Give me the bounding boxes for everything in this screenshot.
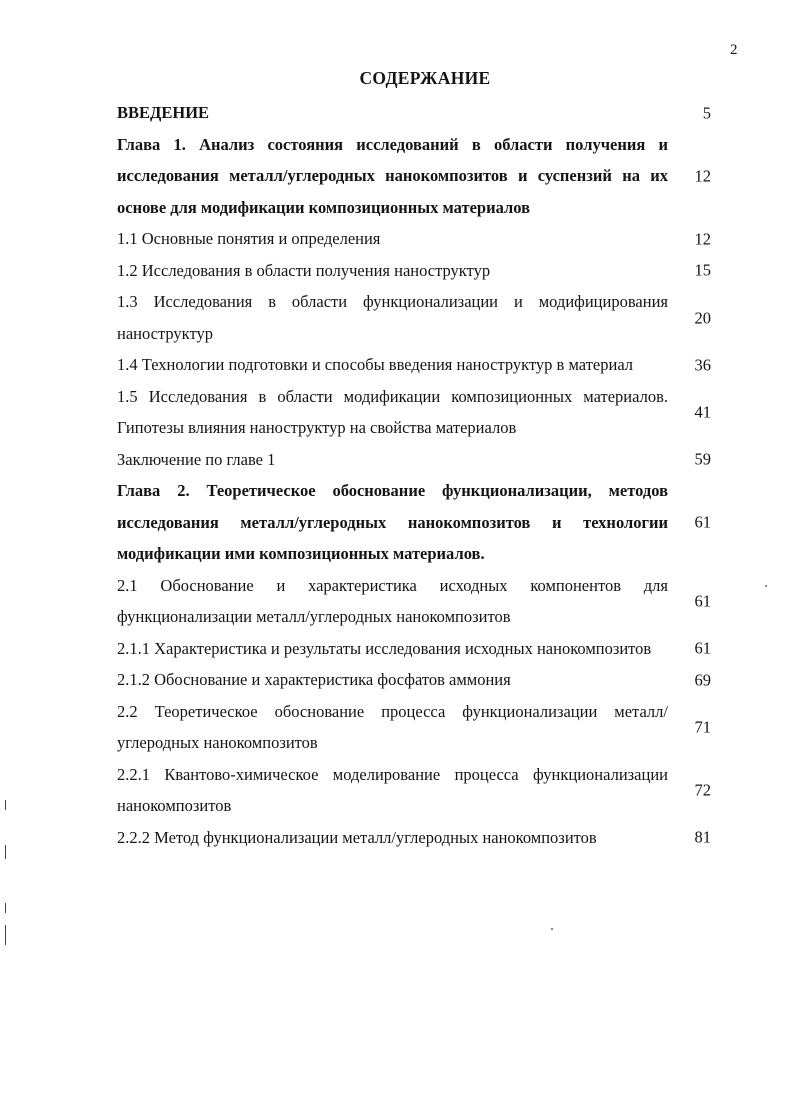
toc-entry-page: 12 [694, 229, 711, 248]
toc-entry-page: 36 [694, 355, 711, 374]
toc-entry-title: 1.3 Исследования в области функционализации и модифицирования наноструктур [117, 292, 668, 343]
toc-entry-title: 1.1 Основные понятия и определения [117, 229, 381, 248]
toc-entry-2-2-2[interactable] [117, 822, 717, 854]
toc-entry-title: Заключение по главе 1 [117, 449, 276, 469]
toc-entry-title: 2.1.2 Обоснование и характеристика фосфатов аммония [117, 670, 511, 689]
toc-entry-chapter-1[interactable] [117, 129, 717, 224]
toc-entry-page: 41 [694, 402, 711, 422]
toc-entry-1-4[interactable] [117, 349, 717, 381]
toc-entry-2-2[interactable] [117, 696, 717, 759]
toc-entry-title: 1.2 Исследования в области получения наноструктур [117, 260, 491, 280]
toc-entry-page: 61 [694, 591, 711, 611]
toc-entry-2-2-1[interactable] [117, 759, 717, 822]
scan-speck [551, 928, 553, 930]
toc-heading: СОДЕРЖАНИЕ [359, 68, 491, 88]
toc-entry-2-1-2[interactable] [117, 664, 717, 696]
scan-mark [5, 903, 6, 913]
toc-entry-2-1[interactable] [117, 570, 717, 633]
table-of-contents [117, 97, 717, 853]
toc-entry-title: 1.5 Исследования в области модификации композиционных материалов. Гипотезы влияния наноструктур на свойства материалов [117, 386, 668, 437]
toc-entry-title: 2.1.1 Характеристика и результаты исследования исходных нанокомпозитов [117, 638, 652, 658]
toc-entry-page: 61 [694, 512, 711, 532]
toc-entry-page: 59 [694, 449, 711, 469]
toc-entry-1-1[interactable] [117, 223, 717, 255]
toc-entry-chapter-1-conclusion[interactable] [117, 444, 717, 476]
toc-entry-page: 5 [702, 103, 711, 122]
toc-entry-page: 69 [694, 670, 711, 689]
toc-entry-title: ВВЕДЕНИЕ [117, 103, 210, 122]
toc-entry-page: 81 [694, 827, 711, 847]
toc-entry-2-1-1[interactable] [117, 633, 717, 665]
toc-entry-chapter-2[interactable] [117, 475, 717, 570]
toc-entry-page: 12 [694, 166, 711, 185]
toc-entry-page: 15 [694, 260, 711, 280]
toc-entry-1-3[interactable] [117, 286, 717, 349]
scan-mark [5, 925, 6, 945]
toc-entry-page: 20 [694, 307, 711, 327]
toc-entry-title: 1.4 Технологии подготовки и способы введения наноструктур в материал [117, 355, 634, 374]
toc-entry-title: 2.2.2 Метод функционализации металл/углеродных нанокомпозитов [117, 827, 597, 847]
toc-entry-title: 2.2 Теоретическое обоснование процесса функционализации металл/углеродных нанокомпозитов [117, 701, 668, 752]
scan-mark [5, 800, 6, 810]
toc-entry-title: 2.1 Обоснование и характеристика исходных компонентов для функционализации металл/углеродных нанокомпозитов [117, 575, 668, 626]
scan-mark [5, 845, 6, 859]
toc-entry-1-5[interactable] [117, 381, 717, 444]
toc-entry-page: 72 [694, 780, 711, 800]
toc-entry-introduction[interactable] [117, 97, 717, 129]
toc-entry-title: 2.2.1 Квантово-химическое моделирование процесса функционализации нанокомпозитов [117, 764, 668, 815]
toc-entry-page: 71 [694, 717, 711, 737]
toc-entry-page: 61 [694, 638, 711, 658]
scan-speck [765, 585, 767, 587]
toc-entry-title: Глава 1. Анализ состояния исследований в области получения и исследования металл/углеродных нанокомпозитов и суспензий на их основе для модификации композиционных материалов [117, 134, 668, 217]
page-number: 2 [730, 42, 738, 58]
toc-entry-title: Глава 2. Теоретическое обоснование функционализации, методов исследования металл/углеродных нанокомпозитов и технологии модификации ими композиционных материалов. [117, 481, 668, 563]
toc-entry-1-2[interactable] [117, 255, 717, 287]
